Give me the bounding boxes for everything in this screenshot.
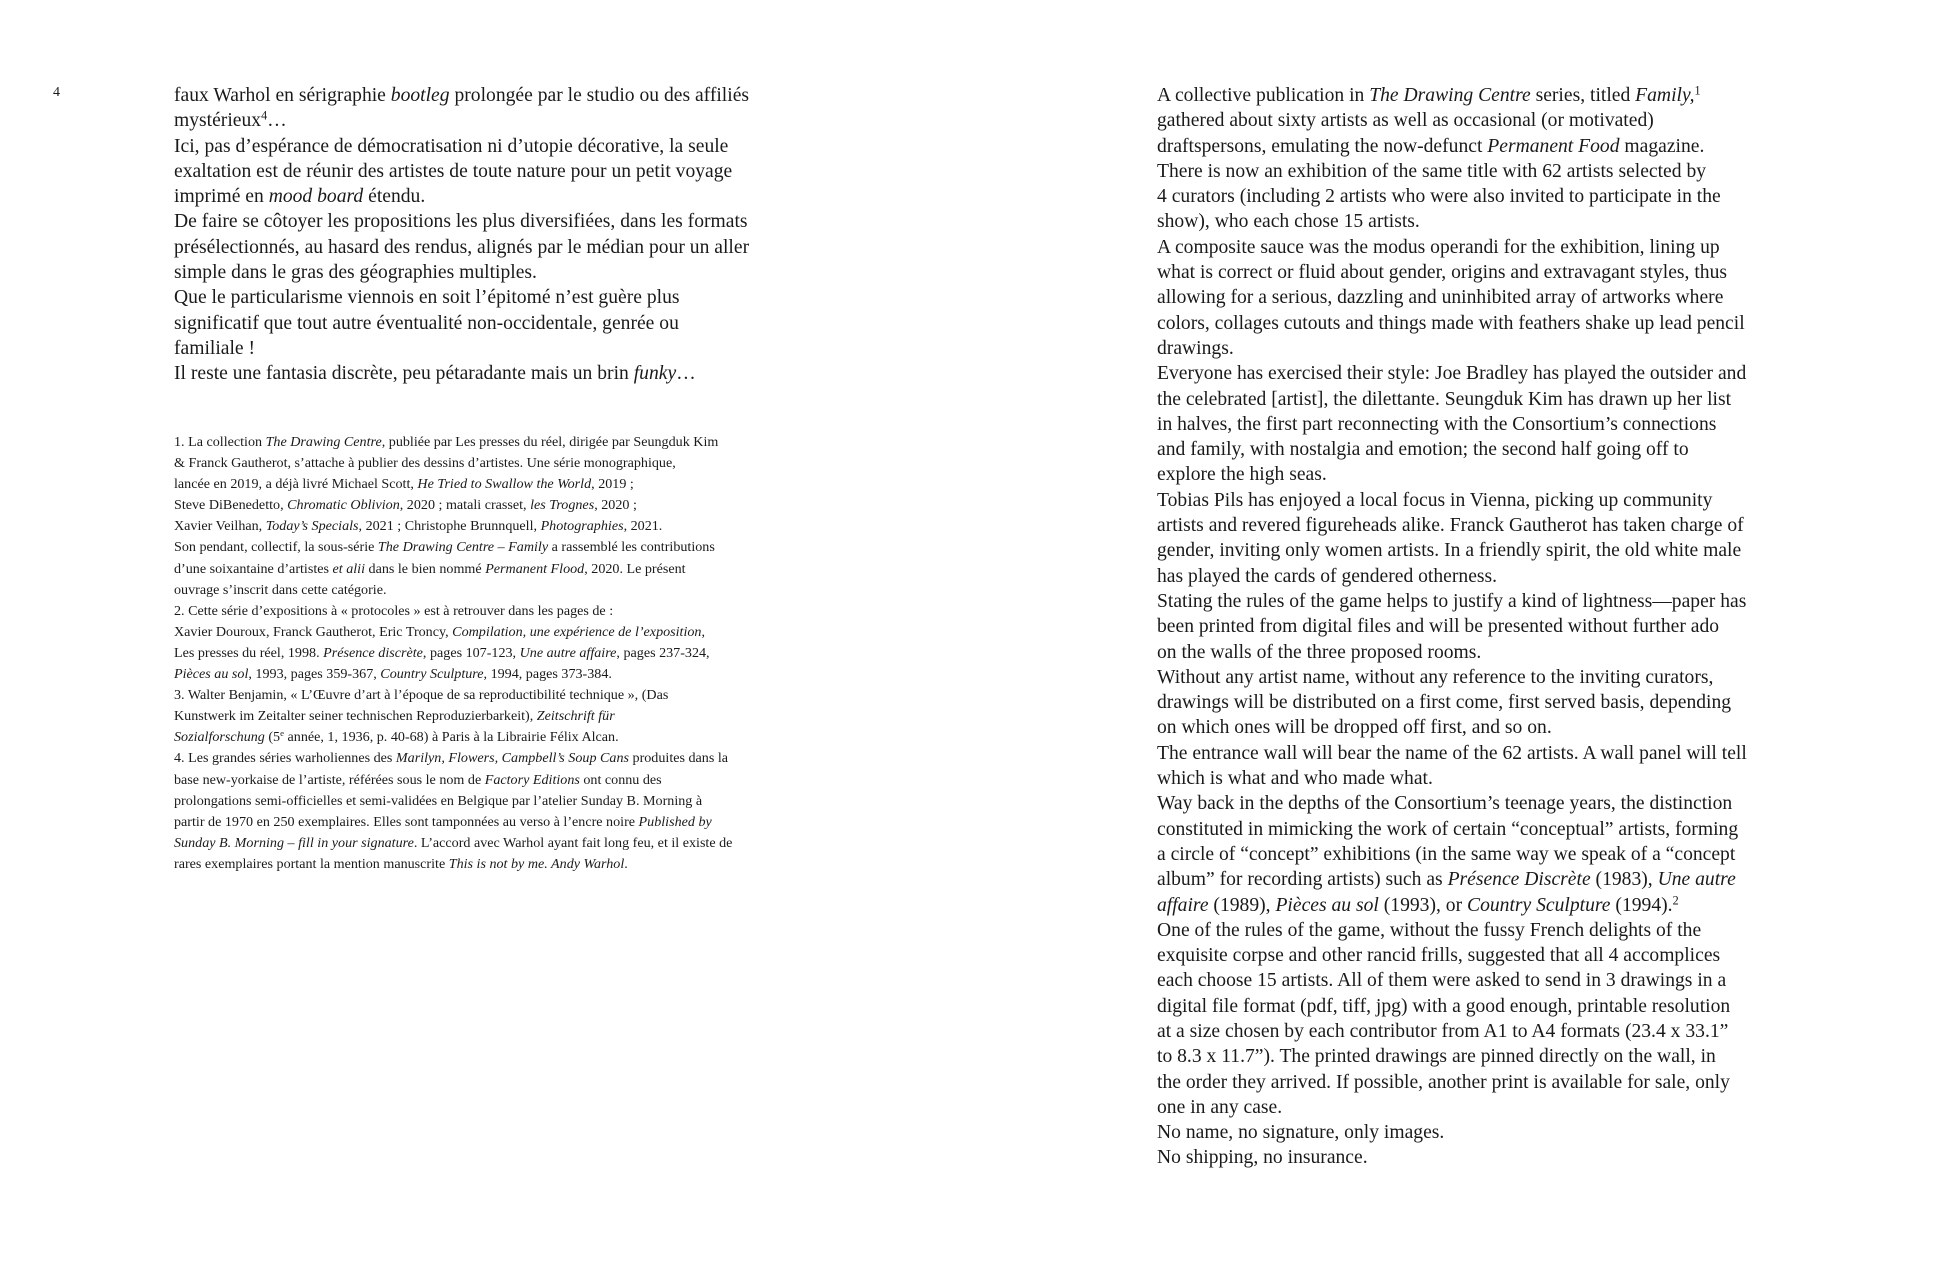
right-paragraph [1157, 918, 1797, 1120]
italic-text: Factory Editions [484, 771, 580, 788]
footnote-3 [174, 685, 814, 748]
text-run: Steve DiBenedetto, [174, 497, 288, 514]
text-run: étendu. [363, 186, 426, 208]
text-run: 4 curators (including 2 artists who were also invited to participate in the [1157, 186, 1721, 208]
italic-text: Permanent Flood [485, 560, 585, 577]
text-run: , [701, 623, 706, 640]
text-run: Without any artist name, without any reference to the inviting curators, [1157, 666, 1714, 688]
text-run: which is what and who made what. [1157, 768, 1433, 790]
text-run: . [624, 855, 628, 872]
text-run: exaltation est de réunir des artistes de toute nature pour un petit voyage [174, 160, 733, 182]
italic-text: Today’s Specials [265, 518, 359, 535]
italic-text: Pièces au sol [174, 666, 249, 683]
text-run: colors, collages cutouts and things made with feathers shake up lead pencil [1157, 312, 1745, 334]
text-run: dans le bien nommé [365, 560, 486, 577]
italic-text: He Tried to Swallow the World [417, 476, 592, 493]
text-run: prolongée par le studio ou des affiliés [449, 85, 750, 106]
italic-text: Zeitschrift für [536, 708, 615, 725]
page-number: 4 [53, 85, 60, 100]
footnote-marker: 4 [261, 108, 268, 123]
italic-text: The Drawing Centre [1369, 85, 1531, 106]
text-run: 4. Les grandes séries warholiennes des [174, 750, 396, 767]
text-run: No name, no signature, only images. [1157, 1122, 1445, 1144]
text-run: … [676, 363, 696, 385]
text-run: a circle of “concept” exhibitions (in the same way we speak of a “concept [1157, 843, 1736, 865]
text-run: artists and revered figureheads alike. Franck Gautherot has taken charge of [1157, 515, 1744, 537]
text-run: ouvrage s’inscrit dans cette catégorie. [174, 581, 387, 598]
text-run: (5 [264, 729, 281, 746]
text-run: Way back in the depths of the Consortium’s teenage years, the distinction [1157, 793, 1733, 815]
text-run: at a size chosen by each contributor from A1 to A4 formats (23.4 x 33.1” [1157, 1020, 1729, 1042]
text-run: présélectionnés, au hasard des rendus, alignés par le médian pour un aller [174, 236, 750, 258]
text-run: the celebrated [artist], the dilettante. Seungduk Kim has drawn up her list [1157, 388, 1732, 410]
italic-text: et alii [332, 560, 366, 577]
text-run: drawings will be distributed on a first come, first served basis, depending [1157, 692, 1732, 714]
text-run: , 2020 ; [594, 497, 637, 514]
right-paragraph [1157, 1145, 1797, 1170]
text-run: rares exemplaires portant la mention manuscrite [174, 855, 449, 872]
left-paragraph [174, 285, 814, 361]
text-run: has played the cards of gendered otherness. [1157, 565, 1498, 587]
text-run: , 1993, pages 359-367, [248, 666, 381, 683]
text-run: base new-yorkaise de l’artiste, référées sous le nom de [174, 771, 485, 788]
text-run: a rassemblé les contributions [548, 539, 715, 556]
text-run: magazine. [1619, 135, 1705, 157]
text-run: , 2019 ; [591, 476, 634, 493]
text-run: series, titled [1530, 85, 1636, 106]
text-run: A composite sauce was the modus operandi for the exhibition, lining up [1157, 236, 1720, 258]
italic-text: Family, [1635, 85, 1695, 106]
text-run: lancée en 2019, a déjà livré Michael Scott, [174, 476, 418, 493]
italic-text: Compilation, une expérience de l’exposition [452, 623, 702, 640]
text-run: Son pendant, collectif, la sous-série [174, 539, 378, 556]
text-run: Xavier Douroux, Franck Gautherot, Eric Troncy, [174, 623, 453, 640]
text-run: been printed from digital files and will be presented without further ado [1157, 616, 1720, 638]
footnote-marker: 1 [1694, 83, 1701, 98]
text-run: (1983), [1590, 869, 1658, 891]
italic-text: Sozialforschung [174, 729, 265, 746]
text-run: the order they arrived. If possible, another print is available for sale, only [1157, 1071, 1730, 1093]
text-run: d’une soixantaine d’artistes [174, 560, 333, 577]
text-run: on which ones will be dropped off first, and so on. [1157, 717, 1552, 739]
italic-text: Pièces au sol [1275, 894, 1379, 916]
text-run: . L’accord avec Warhol ayant fait long feu, et il existe de [413, 834, 733, 851]
text-run: A collective publication in [1157, 85, 1370, 106]
text-run: show), who each chose 15 artists. [1157, 211, 1420, 233]
text-run: Il reste une fantasia discrète, peu pétaradante mais un brin [174, 363, 634, 385]
italic-text: Published by [638, 813, 712, 830]
text-run: Les presses du réel, 1998. [174, 644, 324, 661]
text-run: each choose 15 artists. All of them were asked to send in 3 drawings in a [1157, 970, 1727, 992]
text-run: , 2020 ; matali crasset, [399, 497, 531, 514]
text-run: Ici, pas d’espérance de démocratisation ni d’utopie décorative, la seule [174, 135, 729, 157]
text-run: Stating the rules of the game helps to justify a kind of lightness—paper has [1157, 590, 1747, 612]
text-run: significatif que tout autre éventualité non-occidentale, genrée ou [174, 312, 679, 334]
footnote-2 [174, 601, 814, 685]
text-run: gender, inviting only women artists. In a friendly spirit, the old white male [1157, 540, 1742, 562]
italic-text: The Drawing Centre [265, 434, 382, 450]
text-run: 2. Cette série d’expositions à « protocoles » est à retrouver dans les pages de : [174, 602, 614, 619]
right-paragraph [1157, 589, 1797, 665]
left-paragraph [174, 83, 814, 134]
text-run: There is now an exhibition of the same title with 62 artists selected by [1157, 160, 1707, 182]
text-run: … [267, 110, 287, 132]
text-run: digital file format (pdf, tiff, jpg) with a good enough, printable resolution [1157, 995, 1731, 1017]
text-run: , pages 107-123, [422, 644, 520, 661]
text-run: and family, with nostalgia and emotion; the second half going off to [1157, 439, 1689, 461]
text-run: , 2021 ; Christophe Brunnquell, [358, 518, 541, 535]
text-run: allowing for a serious, dazzling and uninhibited array of artworks where [1157, 287, 1724, 309]
left-paragraph [174, 134, 814, 210]
italic-text: bootleg [390, 85, 450, 106]
text-run: Xavier Veilhan, [174, 518, 266, 535]
right-paragraph [1157, 235, 1797, 361]
italic-text: Photographies [540, 518, 624, 535]
text-run: année, 1, 1936, p. 40-68) à Paris à la Librairie Félix Alcan. [284, 729, 619, 746]
italic-text: funky [633, 363, 677, 385]
italic-text: mood board [268, 186, 364, 208]
right-paragraph [1157, 741, 1797, 792]
left-paragraph [174, 361, 814, 386]
footnote-4 [174, 748, 814, 875]
italic-text: Chromatic Oblivion [287, 497, 400, 514]
text-run: mystérieux [174, 110, 262, 132]
text-run: in halves, the first part reconnecting with the Consortium’s connections [1157, 413, 1717, 435]
italic-text: Country Sculpture [380, 666, 484, 683]
text-run: drawings. [1157, 337, 1234, 359]
footnote-marker: 2 [1672, 892, 1679, 907]
italic-text: This is not by me. Andy Warhol [448, 855, 625, 872]
text-run: familiale ! [174, 337, 256, 359]
italic-text: Présence discrète [323, 644, 423, 661]
right-paragraph [1157, 488, 1797, 589]
text-run: faux Warhol en sérigraphie [174, 85, 391, 106]
right-paragraph [1157, 665, 1797, 741]
text-run: , 1994, pages 373-384. [483, 666, 612, 683]
text-run: draftspersons, emulating the now-defunct [1157, 135, 1488, 157]
italic-text: The Drawing Centre – Family [377, 539, 549, 556]
footnote-marker: e [280, 728, 284, 739]
right-paragraph [1157, 791, 1797, 917]
right-body-text [1157, 83, 1797, 1171]
text-run: No shipping, no insurance. [1157, 1147, 1368, 1169]
text-run: (1994). [1610, 894, 1673, 916]
text-run: explore the high seas. [1157, 464, 1327, 486]
text-run: Que le particularisme viennois en soit l’épitomé n’est guère plus [174, 287, 680, 309]
italic-text: Country Sculpture [1467, 894, 1611, 916]
footnote-1 [174, 432, 814, 601]
text-run: & Franck Gautherot, s’attache à publier des dessins d’artistes. Une série monographique, [174, 455, 676, 472]
italic-text: Une autre [1657, 869, 1736, 891]
italic-text: Présence Discrète [1447, 869, 1591, 891]
text-run: simple dans le gras des géographies multiples. [174, 262, 537, 284]
text-run: 1. La collection [174, 434, 266, 450]
text-run: imprimé en [174, 186, 269, 208]
left-body-text [174, 83, 814, 387]
text-run: , 2021. [623, 518, 663, 535]
right-paragraph [1157, 159, 1797, 235]
italic-text: Permanent Food [1487, 135, 1620, 157]
right-paragraph [1157, 361, 1797, 487]
footnotes [174, 432, 814, 875]
italic-text: les Trognes [530, 497, 595, 514]
text-run: produites dans la [629, 750, 729, 767]
text-run: to 8.3 x 11.7”). The printed drawings are pinned directly on the wall, in [1157, 1046, 1716, 1068]
text-run: prolongations semi-officielles et semi-validées en Belgique par l’atelier Sunday B. Morning à [174, 792, 703, 809]
text-run: , pages 237-324, [616, 644, 710, 661]
italic-text: Marilyn, Flowers, Campbell’s Soup Cans [395, 750, 629, 767]
text-run: 3. Walter Benjamin, « L’Œuvre d’art à l’époque de sa reproductibilité technique », (Das [174, 687, 669, 704]
text-run: De faire se côtoyer les propositions les plus diversifiées, dans les formats [174, 211, 748, 233]
text-run: , 2020. Le présent [584, 560, 686, 577]
text-run: on the walls of the three proposed rooms. [1157, 641, 1482, 663]
text-run: The entrance wall will bear the name of the 62 artists. A wall panel will tell [1157, 742, 1747, 764]
text-run: album” for recording artists) such as [1157, 869, 1448, 891]
italic-text: Une autre affaire [519, 644, 617, 661]
right-paragraph [1157, 1120, 1797, 1145]
text-run: One of the rules of the game, without the fussy French delights of the [1157, 919, 1702, 941]
text-run: (1989), [1208, 894, 1276, 916]
text-run: Tobias Pils has enjoyed a local focus in Vienna, picking up community [1157, 489, 1713, 511]
text-run: constituted in mimicking the work of certain “conceptual” artists, forming [1157, 818, 1739, 840]
left-paragraph [174, 209, 814, 285]
text-run: one in any case. [1157, 1096, 1283, 1118]
text-run: Kunstwerk im Zeitalter seiner technischen Reproduzierbarkeit), [174, 708, 537, 725]
text-run: , publiée par Les presses du réel, dirigée par Seungduk Kim [381, 434, 719, 450]
italic-text: affaire [1157, 894, 1209, 916]
text-run: gathered about sixty artists as well as occasional (or motivated) [1157, 110, 1654, 132]
text-run: Everyone has exercised their style: Joe Bradley has played the outsider and [1157, 363, 1747, 385]
text-run: what is correct or fluid about gender, origins and extravagant styles, thus [1157, 262, 1727, 284]
italic-text: Sunday B. Morning – fill in your signature [174, 834, 414, 851]
text-run: exquisite corpse and other rancid frills, suggested that all 4 accomplices [1157, 945, 1721, 967]
right-paragraph [1157, 83, 1797, 159]
text-run: (1993), or [1378, 894, 1468, 916]
text-run: ont connu des [579, 771, 662, 788]
text-run: partir de 1970 en 250 exemplaires. Elles sont tamponnées au verso à l’encre noire [174, 813, 639, 830]
